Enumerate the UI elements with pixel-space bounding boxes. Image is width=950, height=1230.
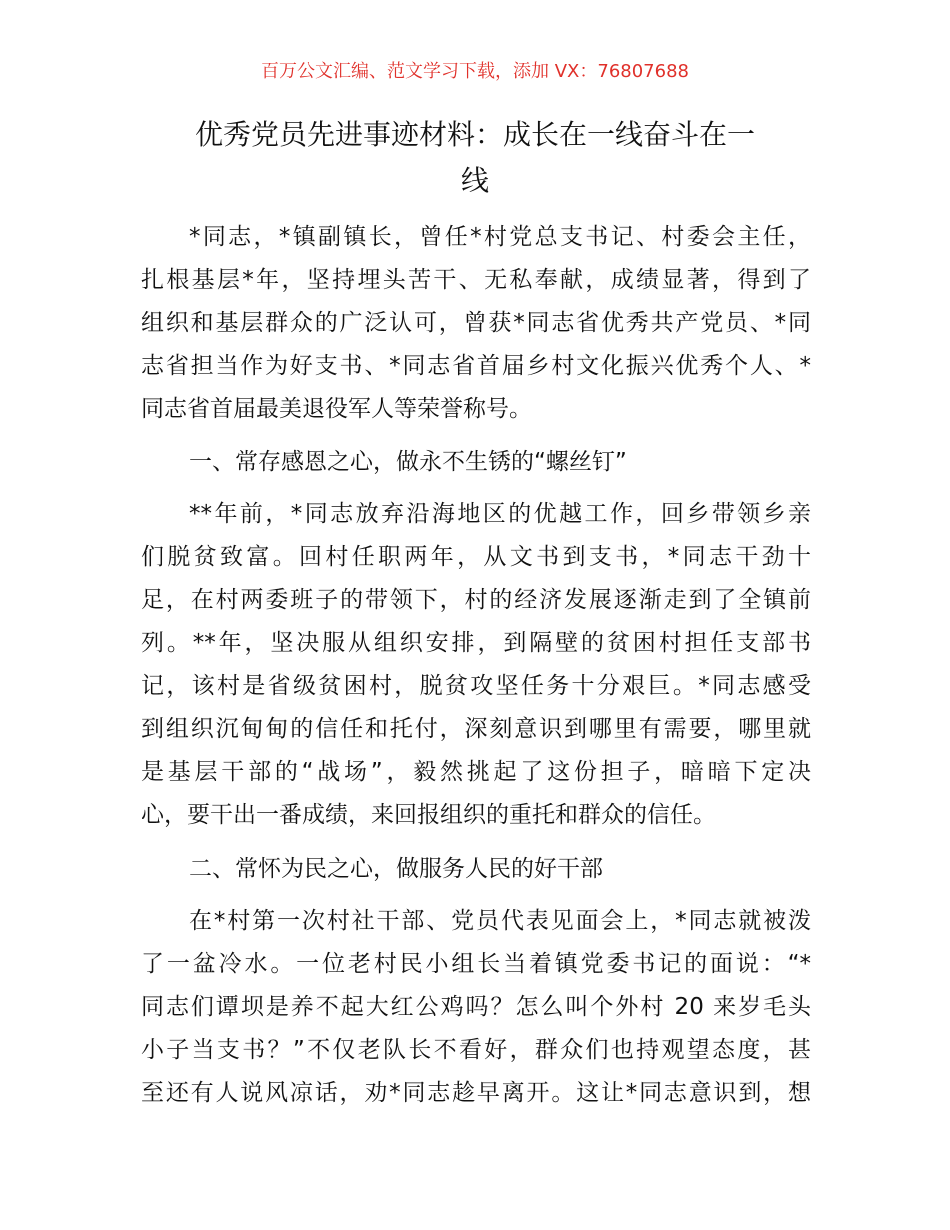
- title-line: 优秀党员先进事迹材料：成长在一线奋斗在一: [194, 118, 755, 151]
- text-line: **年前，*同志放弃沿海地区的优越工作，回乡带领乡亲: [189, 501, 811, 527]
- document-title: [130, 112, 820, 204]
- text-line: 同志省首届最美退役军人等荣誉称号。: [141, 396, 532, 422]
- paragraph-section-2: [141, 900, 811, 1115]
- text-line: 志省担当作为好支书、*同志省首届乡村文化振兴优秀个人、*: [141, 353, 811, 379]
- text-line: 记，该村是省级贫困村，脱贫攻坚任务十分艰巨。*同志感受: [141, 673, 811, 699]
- text-line: 至还有人说风凉话，劝*同志趁早离开。这让*同志意识到，想: [141, 1080, 811, 1106]
- text-line: 们脱贫致富。回村任职两年，从文书到支书，*同志干劲十: [141, 544, 811, 570]
- text-line: 扎根基层*年，坚持埋头苦干、无私奉献，成绩显著，得到了: [141, 267, 811, 293]
- paragraph-section-1: [141, 493, 811, 837]
- text-line: 组织和基层群众的广泛认可，曾获*同志省优秀共产党员、*同: [141, 310, 811, 336]
- paragraph-intro: [141, 216, 811, 431]
- section-heading-1: 一、常存感恩之心，做永不生锈的“螺丝钉”: [189, 449, 627, 475]
- text-line: 同志们谭坝是养不起大红公鸡吗？怎么叫个外村 20 来岁毛头: [141, 994, 811, 1020]
- title-line: 线: [460, 164, 489, 197]
- text-line: 心，要干出一番成绩，来回报组织的重托和群众的信任。: [141, 802, 716, 828]
- text-line: *同志，*镇副镇长，曾任*村党总支书记、村委会主任，: [189, 224, 811, 250]
- text-line: 列。**年，坚决服从组织安排，到隔壁的贫困村担任支部书: [141, 630, 811, 656]
- watermark-header: 百万公文汇编、范文学习下载，添加 VX：76807688: [261, 61, 689, 82]
- text-line: 了一盆冷水。一位老村民小组长当着镇党委书记的面说：“*: [141, 951, 811, 977]
- text-line: 足，在村两委班子的带领下，村的经济发展逐渐走到了全镇前: [141, 587, 811, 613]
- section-heading-2: 二、常怀为民之心，做服务人民的好干部: [189, 856, 603, 882]
- text-line: 小子当支书？”不仅老队长不看好，群众们也持观望态度，甚: [141, 1037, 811, 1063]
- text-line: 到组织沉甸甸的信任和托付，深刻意识到哪里有需要，哪里就: [141, 716, 811, 742]
- text-line: 在*村第一次村社干部、党员代表见面会上，*同志就被泼: [189, 908, 811, 934]
- text-line: 是基层干部的“战场”，毅然挑起了这份担子，暗暗下定决: [141, 759, 811, 785]
